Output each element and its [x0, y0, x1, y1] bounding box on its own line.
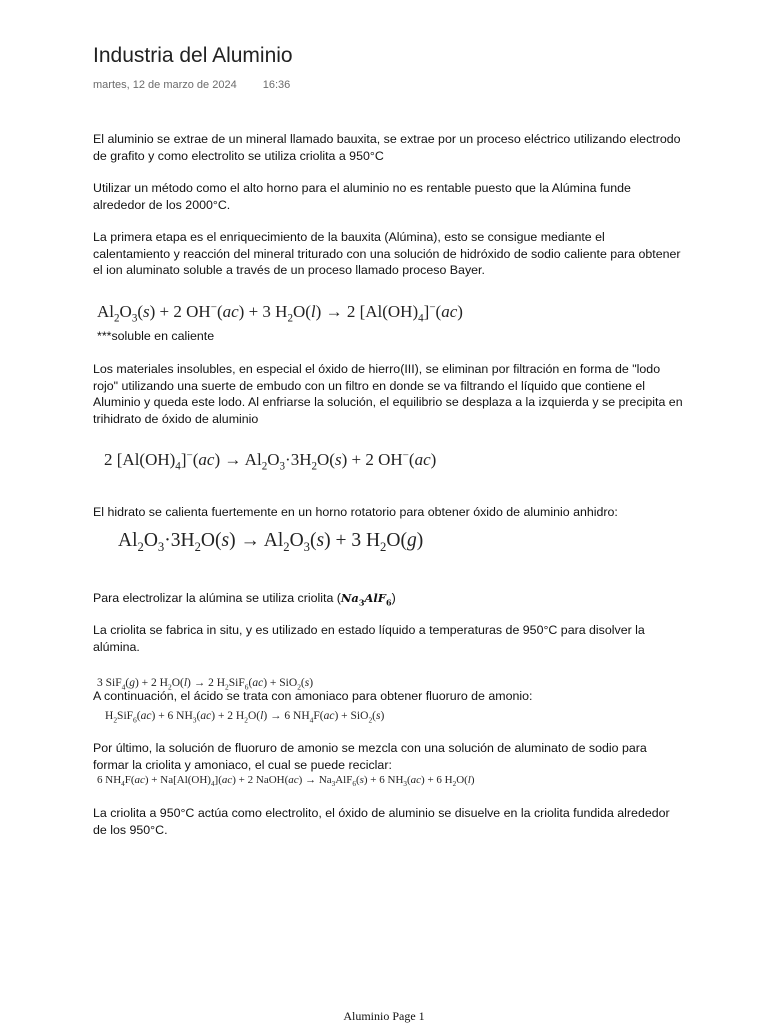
paragraph-cryolite-in-situ: La criolita se fabrica in situ, y es utilizado en estado líquido a temperaturas de 950°C para disolver la alúmina. [93, 623, 645, 654]
formula-cryolite: $Na_3AlF_6$ [340, 591, 392, 608]
equation-hexafluorosilicic: 3 SiF$_4$(g) + 2 $H_2O(l) \to 2$ $H_2SiF_6(ac) + SiO_2(s)$ [97, 677, 314, 692]
equation-calcination: $Al_2O_3\cdot 3H_2O(s) \to Al_2O_3(s) + 3$ $H_2O(g)$ [118, 530, 424, 554]
paragraph-cryolite-use [93, 590, 683, 611]
equation-cryolite-formation: 6 $NH_4F(ac) + Na[Al(OH)_4](ac) + 2$ NaOH(ac) → $Na_3AlF_6(s) + 6$ $NH_3(ac) + 6$ $H_2O(l)$ [97, 774, 475, 789]
paragraph-ammonia: A continuación, el ácido se trata con amoniaco para obtener fluoruro de amonio: [93, 689, 533, 703]
paragraph-bayer-process: La primera etapa es el enriquecimiento de la bauxita (Alúmina), esto se consigue mediante el calentamiento y reacción del mineral triturado con una solución de hidróxido de sodio caliente para obtener el ion aluminato soluble a través de un proceso llamado proceso Bayer. [93, 230, 681, 277]
paragraph-extraction: El aluminio se extrae de un mineral llamado bauxita, se extrae por un proceso eléctrico utilizando electrodo de grafito y como electrolito se utiliza criolita a 950°C [93, 132, 681, 163]
paragraph-cryolite-prefix: Para electrolizar la alúmina se utiliza criolita ( [93, 591, 341, 605]
note-soluble-hot: ***soluble en caliente [97, 329, 215, 343]
paragraph-final-step: Por último, la solución de fluoruro de amonio se mezcla con una solución de aluminato de sodio para formar la criolita y amoniaco, el cual se puede reciclar: [93, 741, 647, 772]
equation-bayer-dissolution: $Al_2O_3(s) + 2$ OH−(ac) + 3 $H_2O(l) \to 2$ $[Al(OH)_4]^-(ac)$ [97, 301, 463, 325]
page-date: martes, 12 de marzo de 2024 [93, 79, 237, 91]
equation-ammonium-fluoride: $H_2SiF_6(ac) + 6$ $NH_3(ac) + 2$ $H_2O(l) \to 6$ $NH_4F(ac) + SiO_2(s)$ [105, 710, 385, 725]
page-footer: Aluminio Page 1 [343, 1009, 425, 1023]
equation-precipitation: 2 $[Al(OH)_4]^-(ac) \to Al_2O_3\cdot 3H_2O(s) + 2$ OH−(ac) [104, 449, 437, 473]
paragraph-calcination: El hidrato se calienta fuertemente en un horno rotatorio para obtener óxido de aluminio anhidro: [93, 505, 618, 519]
paragraph-red-mud: Los materiales insolubles, en especial el óxido de hierro(III), se eliminan por filtración en forma de "lodo rojo" utilizando una suerte de embudo con un filtro en donde se va filtrando el líquido que contiene el Aluminio y queda este lodo. Al enfriarse la solución, el equilibrio se desplaza a la izquierda y se precipita en trihidrato de óxido de aluminio [93, 362, 683, 426]
paragraph-blast-furnace: Utilizar un método como el alto horno para el aluminio no es rentable puesto que la Alúmina funde alrededor de los 2000°C. [93, 181, 631, 212]
page-meta [93, 79, 290, 91]
page-title: Industria del Aluminio [93, 44, 293, 67]
page-time: 16:36 [262, 79, 291, 91]
paragraph-cryolite-suffix: ) [391, 591, 396, 605]
paragraph-electrolyte: La criolita a 950°C actúa como electrolito, el óxido de aluminio se disuelve en la criolita fundida alrededor de los 950°C. [93, 806, 670, 837]
